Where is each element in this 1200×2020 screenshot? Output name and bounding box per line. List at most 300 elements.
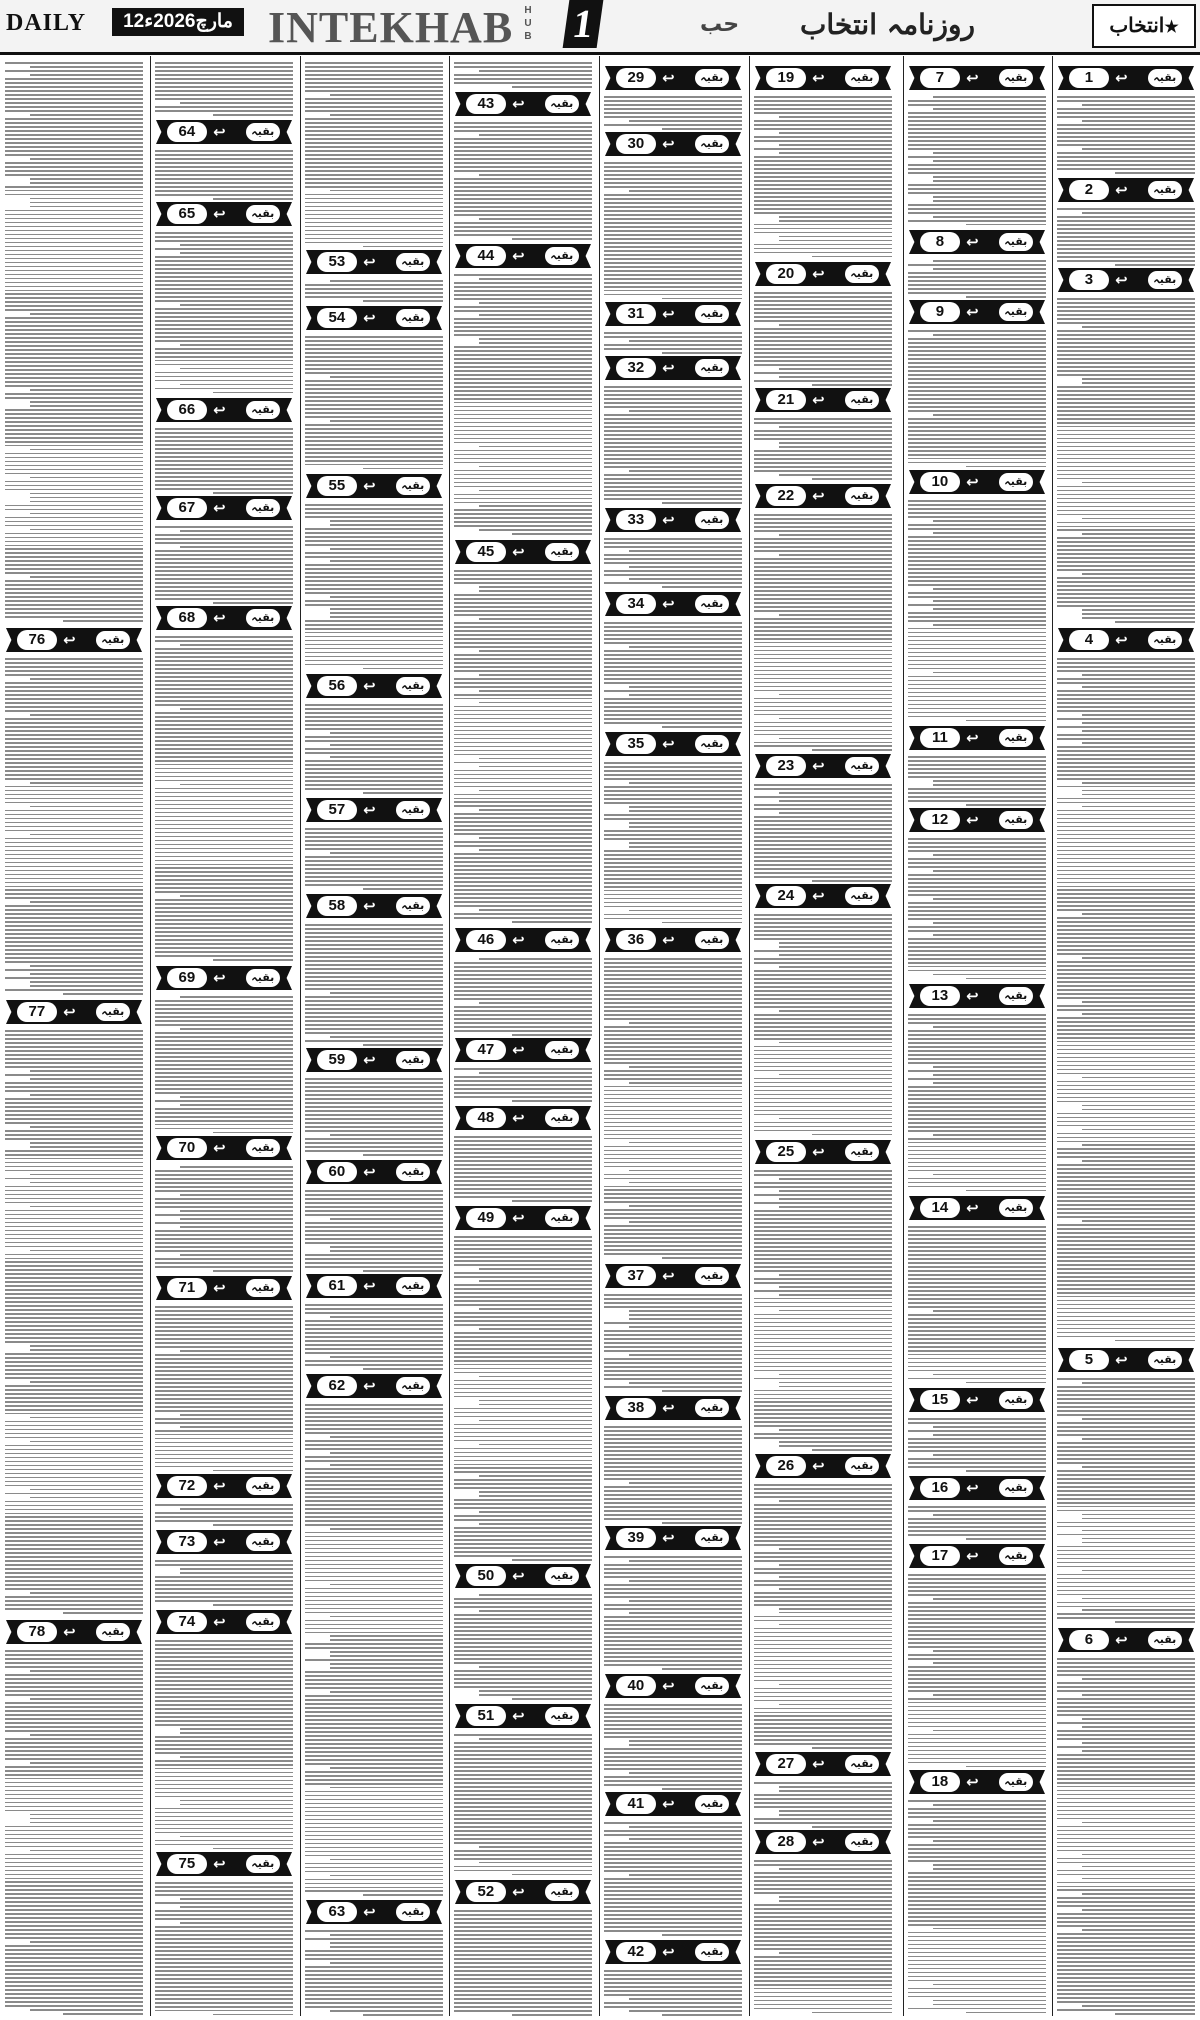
text-line bbox=[604, 862, 742, 864]
continuation-badge bbox=[455, 1880, 591, 1904]
text-line bbox=[754, 1644, 892, 1646]
text-line bbox=[1057, 1850, 1195, 1852]
text-line bbox=[754, 1592, 892, 1594]
text-line bbox=[933, 200, 1046, 202]
text-line bbox=[1082, 913, 1195, 915]
text-line bbox=[779, 1790, 892, 1792]
text-line bbox=[305, 1612, 443, 1614]
text-line bbox=[5, 572, 143, 574]
article-text-block bbox=[155, 1304, 293, 1472]
text-line bbox=[604, 1362, 742, 1364]
text-line bbox=[454, 1519, 592, 1521]
text-line bbox=[454, 1734, 592, 1736]
text-line bbox=[629, 806, 742, 808]
text-line bbox=[754, 1050, 892, 1052]
continuation-badge bbox=[755, 884, 891, 908]
text-line bbox=[5, 670, 143, 672]
text-line bbox=[1057, 1252, 1195, 1254]
badge-label: بقیہ bbox=[246, 1613, 280, 1631]
text-line bbox=[454, 1818, 592, 1820]
continuation-badge bbox=[605, 132, 741, 156]
text-line bbox=[305, 556, 443, 558]
badge-number: 14 bbox=[920, 1198, 960, 1218]
text-line bbox=[5, 726, 143, 728]
text-line bbox=[1057, 426, 1195, 428]
continuation-badge bbox=[306, 1048, 442, 1072]
continuation-badge bbox=[605, 1264, 741, 1288]
text-line bbox=[1082, 1518, 1195, 1520]
text-line bbox=[1057, 1550, 1195, 1552]
text-line bbox=[662, 1522, 742, 1524]
text-line bbox=[629, 566, 742, 568]
logo-text: انتخاب bbox=[1109, 13, 1165, 37]
text-line bbox=[754, 1202, 892, 1204]
text-line bbox=[454, 1010, 592, 1012]
text-line bbox=[305, 784, 443, 786]
text-line bbox=[604, 446, 742, 448]
arrow-icon: ↩ bbox=[812, 1143, 825, 1161]
text-line bbox=[305, 740, 443, 742]
text-line bbox=[5, 1786, 143, 1788]
text-line bbox=[305, 856, 443, 858]
text-line bbox=[155, 1072, 293, 1074]
continuation-badge bbox=[156, 1610, 292, 1634]
badge-number: 49 bbox=[466, 1208, 506, 1228]
text-line bbox=[908, 1916, 1046, 1918]
text-line bbox=[908, 1754, 1046, 1756]
text-line bbox=[5, 600, 143, 602]
text-line bbox=[5, 174, 143, 176]
text-line bbox=[1057, 1617, 1195, 1619]
text-line bbox=[779, 554, 892, 556]
arrow-icon: ↩ bbox=[512, 1041, 525, 1059]
text-line bbox=[5, 258, 143, 260]
text-line bbox=[5, 473, 143, 475]
text-line bbox=[933, 108, 1046, 110]
text-line bbox=[5, 1770, 143, 1772]
text-line bbox=[454, 1156, 592, 1158]
text-line bbox=[933, 1066, 1046, 1068]
text-line bbox=[1057, 605, 1195, 607]
text-line bbox=[155, 931, 293, 933]
text-line bbox=[305, 452, 443, 454]
text-line bbox=[908, 1138, 1046, 1140]
text-line bbox=[155, 1760, 293, 1762]
text-line bbox=[213, 1848, 293, 1850]
text-line bbox=[779, 1576, 892, 1578]
text-line bbox=[305, 944, 443, 946]
text-line bbox=[604, 1736, 742, 1738]
text-line bbox=[305, 1986, 443, 1988]
text-line bbox=[908, 584, 1046, 586]
text-line bbox=[5, 1289, 143, 1291]
text-line bbox=[1057, 1961, 1195, 1963]
text-line bbox=[454, 1642, 592, 1644]
text-line bbox=[330, 1691, 443, 1693]
text-line bbox=[1057, 1965, 1195, 1967]
text-line bbox=[1082, 533, 1195, 535]
text-line bbox=[454, 606, 592, 608]
badge-label: بقیہ bbox=[695, 359, 729, 377]
text-line bbox=[662, 298, 742, 300]
text-line bbox=[5, 146, 143, 148]
text-line bbox=[1057, 1430, 1195, 1432]
text-line bbox=[754, 332, 892, 334]
text-line bbox=[305, 356, 443, 358]
text-line bbox=[305, 226, 443, 228]
text-line bbox=[454, 1196, 592, 1198]
text-line bbox=[5, 1718, 143, 1720]
text-line bbox=[305, 1504, 443, 1506]
continuation-badge bbox=[605, 1526, 741, 1550]
text-line bbox=[305, 1783, 443, 1785]
text-line bbox=[908, 1302, 1046, 1304]
text-line bbox=[908, 1844, 1046, 1846]
text-line bbox=[479, 174, 592, 176]
text-line bbox=[5, 86, 143, 88]
arrow-icon: ↩ bbox=[213, 969, 226, 987]
text-line bbox=[754, 606, 892, 608]
text-line bbox=[305, 864, 443, 866]
text-line bbox=[454, 813, 592, 815]
badge-number: 3 bbox=[1069, 270, 1109, 290]
text-line bbox=[454, 1084, 592, 1086]
text-line bbox=[454, 1646, 592, 1648]
text-line bbox=[604, 1842, 742, 1844]
text-line bbox=[908, 704, 1046, 706]
badge-number: 43 bbox=[466, 94, 506, 114]
text-line bbox=[604, 198, 742, 200]
text-line bbox=[363, 1270, 443, 1272]
text-line bbox=[779, 240, 892, 242]
text-line bbox=[908, 1702, 1046, 1704]
text-line bbox=[604, 266, 742, 268]
text-line bbox=[1057, 260, 1195, 262]
text-line bbox=[1057, 232, 1195, 234]
text-line bbox=[30, 497, 143, 499]
text-line bbox=[155, 1994, 293, 1996]
text-line bbox=[933, 268, 1046, 270]
badge-label: بقیہ bbox=[845, 1457, 879, 1475]
text-line bbox=[908, 1960, 1046, 1962]
text-line bbox=[1115, 264, 1195, 266]
text-line bbox=[454, 1950, 592, 1952]
text-line bbox=[604, 970, 742, 972]
text-line bbox=[662, 128, 742, 130]
text-line bbox=[604, 574, 742, 576]
text-line bbox=[155, 292, 293, 294]
text-line bbox=[5, 858, 143, 860]
text-line bbox=[754, 634, 892, 636]
text-line bbox=[754, 1996, 892, 1998]
text-line bbox=[5, 1433, 143, 1435]
text-line bbox=[908, 656, 1046, 658]
text-line bbox=[155, 1768, 293, 1770]
text-line bbox=[1057, 993, 1195, 995]
text-line bbox=[1057, 168, 1195, 170]
text-line bbox=[754, 136, 892, 138]
continuation-badge bbox=[755, 1140, 891, 1164]
text-line bbox=[754, 148, 892, 150]
text-line bbox=[454, 974, 592, 976]
text-line bbox=[604, 1034, 742, 1036]
continuation-badge bbox=[909, 1476, 1045, 1500]
text-line bbox=[454, 1914, 592, 1916]
badge-label: بقیہ bbox=[999, 729, 1033, 747]
text-line bbox=[1057, 450, 1195, 452]
text-line bbox=[629, 1382, 742, 1384]
text-line bbox=[604, 386, 742, 388]
text-line bbox=[908, 890, 1046, 892]
continuation-badge bbox=[156, 496, 292, 520]
badge-label: بقیہ bbox=[999, 811, 1033, 829]
text-line bbox=[305, 1811, 443, 1813]
text-line bbox=[1082, 382, 1195, 384]
text-line bbox=[5, 1397, 143, 1399]
text-line bbox=[908, 1602, 1046, 1604]
text-line bbox=[1057, 933, 1195, 935]
text-line bbox=[754, 986, 892, 988]
text-line bbox=[966, 296, 1046, 298]
badge-label: بقیہ bbox=[845, 757, 879, 775]
text-line bbox=[5, 1806, 143, 1808]
badge-label: بقیہ bbox=[396, 677, 430, 695]
text-line bbox=[305, 122, 443, 124]
text-line bbox=[454, 502, 592, 504]
badge-label: بقیہ bbox=[96, 631, 130, 649]
text-line bbox=[604, 626, 742, 628]
text-line bbox=[604, 1126, 742, 1128]
text-line bbox=[604, 850, 742, 852]
text-line bbox=[1082, 1514, 1195, 1516]
text-line bbox=[155, 2002, 293, 2004]
text-line bbox=[1057, 1846, 1195, 1848]
text-line bbox=[1057, 128, 1195, 130]
text-line bbox=[305, 504, 443, 506]
text-line bbox=[305, 708, 443, 710]
text-line bbox=[479, 837, 592, 839]
text-line bbox=[1082, 730, 1195, 732]
text-line bbox=[454, 1464, 592, 1466]
text-line bbox=[1057, 446, 1195, 448]
arrow-icon: ↩ bbox=[812, 391, 825, 409]
text-line bbox=[1082, 1878, 1195, 1880]
text-line bbox=[908, 422, 1046, 424]
text-line bbox=[305, 1456, 443, 1458]
text-line bbox=[305, 102, 443, 104]
text-line bbox=[812, 478, 892, 480]
text-line bbox=[1057, 1133, 1195, 1135]
text-line bbox=[604, 282, 742, 284]
text-line bbox=[454, 901, 592, 903]
text-line bbox=[604, 1102, 742, 1104]
text-line bbox=[454, 1986, 592, 1988]
text-line bbox=[512, 238, 592, 240]
text-line bbox=[1057, 1228, 1195, 1230]
text-line bbox=[5, 1361, 143, 1363]
text-line bbox=[604, 186, 742, 188]
text-line bbox=[779, 1374, 892, 1376]
text-line bbox=[305, 752, 443, 754]
text-line bbox=[454, 234, 592, 236]
text-line bbox=[155, 186, 293, 188]
badge-number: 33 bbox=[616, 510, 656, 530]
text-line bbox=[479, 446, 592, 448]
text-line bbox=[629, 190, 742, 192]
article-text-block bbox=[454, 1066, 592, 1104]
text-line bbox=[155, 668, 293, 670]
text-line bbox=[1057, 1422, 1195, 1424]
text-line bbox=[754, 1636, 892, 1638]
text-line bbox=[604, 250, 742, 252]
text-line bbox=[155, 752, 293, 754]
text-line bbox=[454, 182, 592, 184]
text-line bbox=[604, 654, 742, 656]
text-line bbox=[908, 1462, 1046, 1464]
text-line bbox=[454, 346, 592, 348]
text-line bbox=[1057, 1156, 1195, 1158]
text-line bbox=[1057, 965, 1195, 967]
text-line bbox=[754, 970, 892, 972]
article-text-block bbox=[604, 1554, 742, 1672]
text-line bbox=[754, 1794, 892, 1796]
text-line bbox=[1082, 148, 1195, 150]
text-line bbox=[5, 1258, 143, 1260]
masthead-date: 12مارچ2026ء bbox=[112, 8, 244, 36]
text-line bbox=[454, 869, 592, 871]
text-line bbox=[5, 505, 143, 507]
text-line bbox=[305, 1448, 443, 1450]
text-line bbox=[155, 1966, 293, 1968]
text-line bbox=[933, 600, 1046, 602]
text-line bbox=[5, 70, 143, 72]
text-line bbox=[1057, 1009, 1195, 1011]
text-line bbox=[604, 1058, 742, 1060]
text-line bbox=[754, 1358, 892, 1360]
text-line bbox=[155, 1930, 293, 1932]
badge-label: بقیہ bbox=[999, 1479, 1033, 1497]
text-line bbox=[5, 1405, 143, 1407]
text-line bbox=[305, 508, 443, 510]
text-line bbox=[5, 1548, 143, 1550]
text-line bbox=[1057, 1702, 1195, 1704]
text-line bbox=[454, 1452, 592, 1454]
text-line bbox=[330, 1667, 443, 1669]
text-line bbox=[454, 1750, 592, 1752]
text-line bbox=[305, 1488, 443, 1490]
text-line bbox=[155, 919, 293, 921]
text-line bbox=[305, 928, 443, 930]
text-line bbox=[155, 1660, 293, 1662]
text-line bbox=[1057, 917, 1195, 919]
text-line bbox=[1057, 866, 1195, 868]
text-line bbox=[454, 1364, 592, 1366]
text-line bbox=[305, 1078, 443, 1080]
text-line bbox=[604, 166, 742, 168]
text-line bbox=[604, 670, 742, 672]
text-line bbox=[908, 1642, 1046, 1644]
text-line bbox=[754, 1433, 892, 1435]
text-line bbox=[305, 860, 443, 862]
text-line bbox=[305, 1254, 443, 1256]
text-line bbox=[754, 690, 892, 692]
text-line bbox=[454, 1300, 592, 1302]
text-line bbox=[5, 1997, 143, 1999]
text-line bbox=[908, 386, 1046, 388]
text-line bbox=[305, 1094, 443, 1096]
text-line bbox=[1057, 1766, 1195, 1768]
text-line bbox=[30, 1734, 143, 1736]
text-line bbox=[454, 78, 592, 80]
text-line bbox=[1057, 814, 1195, 816]
text-line bbox=[604, 882, 742, 884]
text-line bbox=[1057, 1526, 1195, 1528]
text-line bbox=[5, 333, 143, 335]
article-text-block bbox=[1057, 656, 1195, 1346]
text-line bbox=[908, 1634, 1046, 1636]
text-line bbox=[155, 594, 293, 596]
text-line bbox=[305, 1954, 443, 1956]
text-line bbox=[155, 1008, 293, 1010]
text-line bbox=[1057, 1794, 1195, 1796]
text-line bbox=[1057, 770, 1195, 772]
text-line bbox=[305, 1823, 443, 1825]
article-text-block bbox=[305, 1928, 443, 2016]
text-line bbox=[908, 1630, 1046, 1632]
text-line bbox=[305, 150, 443, 152]
text-line bbox=[908, 1646, 1046, 1648]
text-line bbox=[1057, 208, 1195, 210]
text-line bbox=[908, 1614, 1046, 1616]
text-line bbox=[1057, 1061, 1195, 1063]
article-text-block bbox=[454, 1134, 592, 1204]
text-line bbox=[5, 949, 143, 951]
text-line bbox=[155, 688, 293, 690]
text-line bbox=[908, 568, 1046, 570]
text-line bbox=[305, 1699, 443, 1701]
text-line bbox=[454, 222, 592, 224]
text-line bbox=[454, 426, 592, 428]
text-line bbox=[1082, 1570, 1195, 1572]
text-line bbox=[908, 1912, 1046, 1914]
text-line bbox=[5, 361, 143, 363]
text-line bbox=[754, 618, 892, 620]
text-line bbox=[604, 1458, 742, 1460]
text-line bbox=[305, 1198, 443, 1200]
text-line bbox=[5, 1150, 143, 1152]
text-line bbox=[908, 878, 1046, 880]
text-line bbox=[305, 1588, 443, 1590]
text-line bbox=[1057, 734, 1195, 736]
text-line bbox=[30, 1850, 143, 1852]
text-line bbox=[604, 1450, 742, 1452]
text-line bbox=[779, 1294, 892, 1296]
text-line bbox=[1057, 96, 1195, 98]
text-line bbox=[908, 1438, 1046, 1440]
continuation-badge bbox=[605, 928, 741, 952]
text-line bbox=[5, 1540, 143, 1542]
text-line bbox=[754, 1346, 892, 1348]
text-line bbox=[305, 1024, 443, 1026]
text-line bbox=[754, 734, 892, 736]
text-line bbox=[908, 442, 1046, 444]
text-line bbox=[1057, 474, 1195, 476]
text-line bbox=[454, 525, 592, 527]
text-line bbox=[305, 704, 443, 706]
text-line bbox=[330, 1584, 443, 1586]
text-line bbox=[155, 1832, 293, 1834]
text-line bbox=[454, 746, 592, 748]
